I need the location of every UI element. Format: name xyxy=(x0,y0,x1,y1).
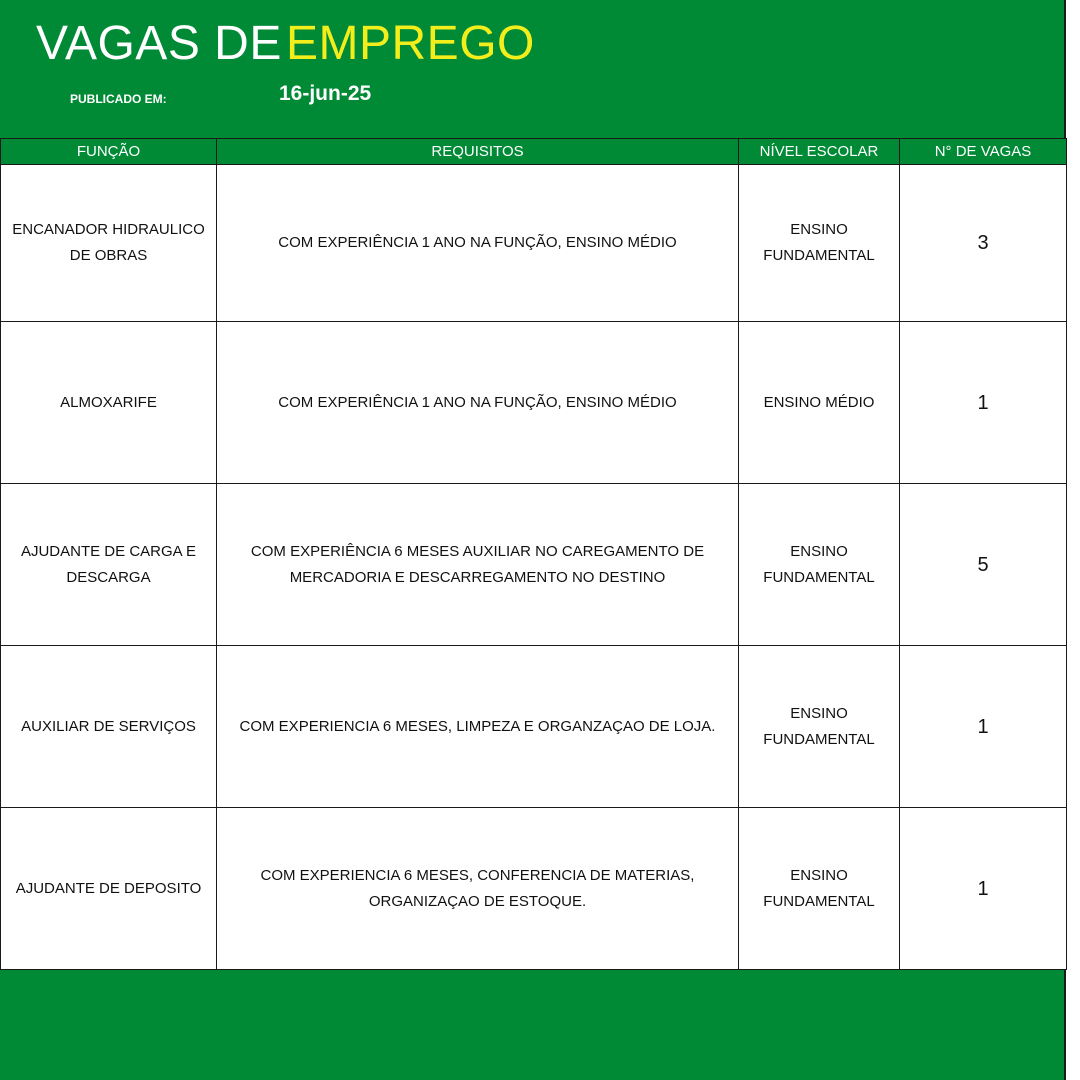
cell-requisitos: COM EXPERIÊNCIA 1 ANO NA FUNÇÃO, ENSINO MÉDIO xyxy=(217,322,739,484)
table-row xyxy=(1,165,1067,322)
title-vagas-de: VAGAS DE xyxy=(36,17,282,70)
header-banner xyxy=(0,0,1064,138)
cell-requisitos: COM EXPERIENCIA 6 MESES, CONFERENCIA DE MATERIAS, ORGANIZAÇAO DE ESTOQUE. xyxy=(217,808,739,970)
cell-nivel-escolar: ENSINO FUNDAMENTAL xyxy=(739,165,900,322)
cell-num-vagas: 1 xyxy=(900,808,1067,970)
cell-funcao: AJUDANTE DE CARGA E DESCARGA xyxy=(1,484,217,646)
published-date: 16-jun-25 xyxy=(279,82,372,105)
table-row xyxy=(1,808,1067,970)
cell-num-vagas: 3 xyxy=(900,165,1067,322)
cell-funcao: ALMOXARIFE xyxy=(1,322,217,484)
cell-num-vagas: 1 xyxy=(900,322,1067,484)
table-header-row xyxy=(1,139,1067,165)
table-row xyxy=(1,322,1067,484)
column-header-num-vagas: N° DE VAGAS xyxy=(900,139,1067,165)
cell-nivel-escolar: ENSINO MÉDIO xyxy=(739,322,900,484)
cell-num-vagas: 1 xyxy=(900,646,1067,808)
table-row xyxy=(1,646,1067,808)
job-table xyxy=(0,138,1067,970)
cell-requisitos: COM EXPERIENCIA 6 MESES, LIMPEZA E ORGANZAÇAO DE LOJA. xyxy=(217,646,739,808)
cell-nivel-escolar: ENSINO FUNDAMENTAL xyxy=(739,808,900,970)
cell-requisitos: COM EXPERIÊNCIA 1 ANO NA FUNÇÃO, ENSINO MÉDIO xyxy=(217,165,739,322)
title-emprego: EMPREGO xyxy=(286,17,535,70)
column-header-funcao: FUNÇÃO xyxy=(1,139,217,165)
column-header-nivel-escolar: NÍVEL ESCOLAR xyxy=(739,139,900,165)
footer-banner xyxy=(0,969,1064,1080)
cell-nivel-escolar: ENSINO FUNDAMENTAL xyxy=(739,484,900,646)
cell-nivel-escolar: ENSINO FUNDAMENTAL xyxy=(739,646,900,808)
cell-requisitos: COM EXPERIÊNCIA 6 MESES AUXILIAR NO CAREGAMENTO DE MERCADORIA E DESCARREGAMENTO NO DESTINO xyxy=(217,484,739,646)
cell-funcao: AJUDANTE DE DEPOSITO xyxy=(1,808,217,970)
cell-funcao: ENCANADOR HIDRAULICO DE OBRAS xyxy=(1,165,217,322)
column-header-requisitos: REQUISITOS xyxy=(217,139,739,165)
cell-num-vagas: 5 xyxy=(900,484,1067,646)
published-label: PUBLICADO EM: xyxy=(70,92,167,106)
cell-funcao: AUXILIAR DE SERVIÇOS xyxy=(1,646,217,808)
table-row xyxy=(1,484,1067,646)
